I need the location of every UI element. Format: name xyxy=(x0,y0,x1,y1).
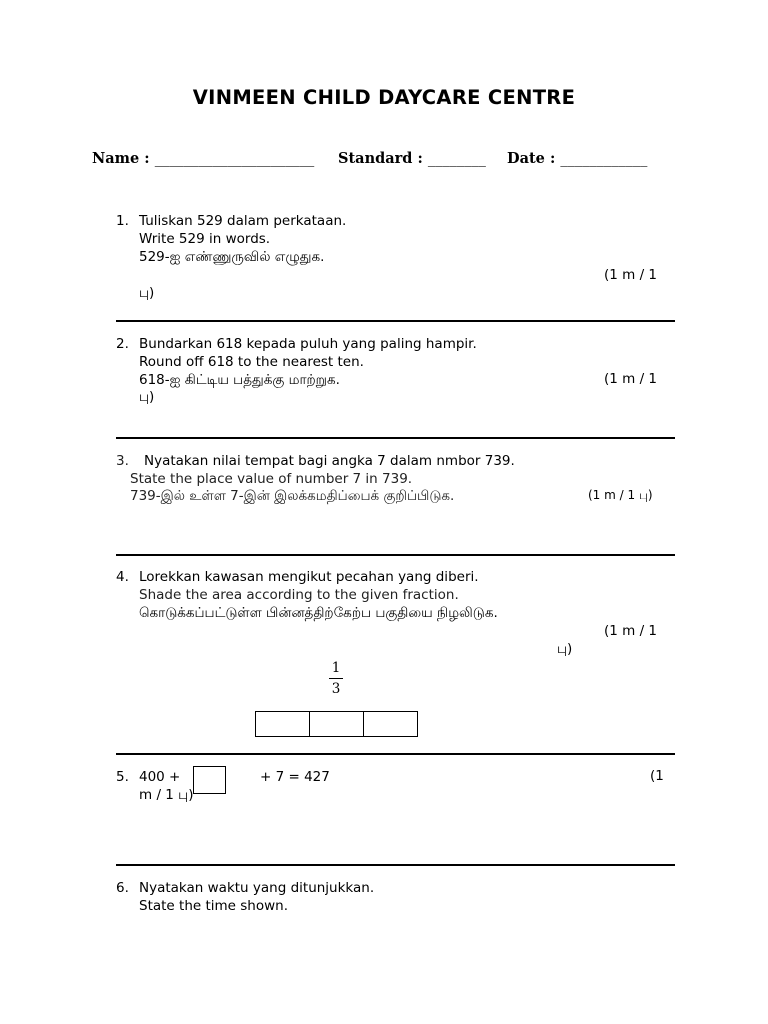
question-number: 6. xyxy=(116,880,129,896)
question-number: 3. xyxy=(116,453,129,469)
fraction-denominator: 3 xyxy=(331,681,341,697)
question-text-malay: Tuliskan 529 dalam perkataan. xyxy=(139,213,347,229)
question-text-tamil: 529-ஐ எண்ணுருவில் எழுதுக. xyxy=(139,249,325,265)
question-text-english: State the place value of number 7 in 739. xyxy=(130,471,413,487)
answer-box[interactable] xyxy=(193,766,226,794)
fraction-box-part-3[interactable] xyxy=(363,711,418,737)
question-text-malay: Bundarkan 618 kepada puluh yang paling hampir. xyxy=(139,336,477,352)
question-text-english: Shade the area according to the given fraction. xyxy=(139,587,459,603)
question-number: 4. xyxy=(116,569,129,585)
name-blank: ______________________ xyxy=(154,151,315,167)
name-label: Name : xyxy=(92,150,150,167)
question-text-english: Round off 618 to the nearest ten. xyxy=(139,354,364,370)
divider-line xyxy=(116,554,675,556)
standard-blank: ________ xyxy=(427,151,486,167)
question-text-malay: Nyatakan waktu yang ditunjukkan. xyxy=(139,880,375,896)
divider-line xyxy=(116,864,675,866)
standard-field xyxy=(338,150,486,167)
marks-label: (1 m / 1 xyxy=(604,371,658,387)
marks-label-continued: பு) xyxy=(139,389,155,405)
question-text-tamil: 618-ஐ கிட்டிய பத்துக்கு மாற்றுக. xyxy=(139,372,340,388)
question-number: 2. xyxy=(116,336,129,352)
standard-label: Standard : xyxy=(338,150,423,167)
date-label: Date : xyxy=(507,150,556,167)
marks-label-continued: m / 1 பு) xyxy=(139,787,194,803)
date-field xyxy=(507,150,647,167)
fraction-bar xyxy=(329,678,343,679)
marks-label: (1 m / 1 xyxy=(604,267,658,283)
fraction-box-part-1[interactable] xyxy=(255,711,310,737)
school-title: VINMEEN CHILD DAYCARE CENTRE xyxy=(192,86,576,109)
question-text-tamil: 739-இல் உள்ள 7-இன் இலக்கமதிப்பைக் குறிப்பிடுக. xyxy=(130,488,455,504)
date-blank: ____________ xyxy=(560,151,648,167)
question-number: 5. xyxy=(116,769,129,785)
equation-left: 400 + xyxy=(139,769,181,785)
question-text-english: Write 529 in words. xyxy=(139,231,271,247)
marks-label: (1 m / 1 xyxy=(604,623,658,639)
question-text-malay: Nyatakan nilai tempat bagi angka 7 dalam nmbor 739. xyxy=(144,453,515,469)
question-text-malay: Lorekkan kawasan mengikut pecahan yang diberi. xyxy=(139,569,479,585)
divider-line xyxy=(116,320,675,322)
divider-line xyxy=(116,753,675,755)
marks-label-continued: பு) xyxy=(557,641,573,657)
equation-right: + 7 = 427 xyxy=(260,769,330,785)
question-number: 1. xyxy=(116,213,129,229)
marks-label: (1 xyxy=(650,768,664,784)
marks-label-continued: பு) xyxy=(139,285,155,301)
marks-label: (1 m / 1 பு) xyxy=(588,488,653,502)
name-field xyxy=(92,150,314,167)
question-text-english: State the time shown. xyxy=(139,898,289,914)
fraction-numerator: 1 xyxy=(331,660,341,676)
fraction xyxy=(328,660,344,698)
question-text-tamil: கொடுக்கப்பட்டுள்ள பின்னத்திற்கேற்ப பகுதியை நிழலிடுக. xyxy=(139,605,498,621)
divider-line xyxy=(116,437,675,439)
fraction-box-part-2[interactable] xyxy=(309,711,364,737)
